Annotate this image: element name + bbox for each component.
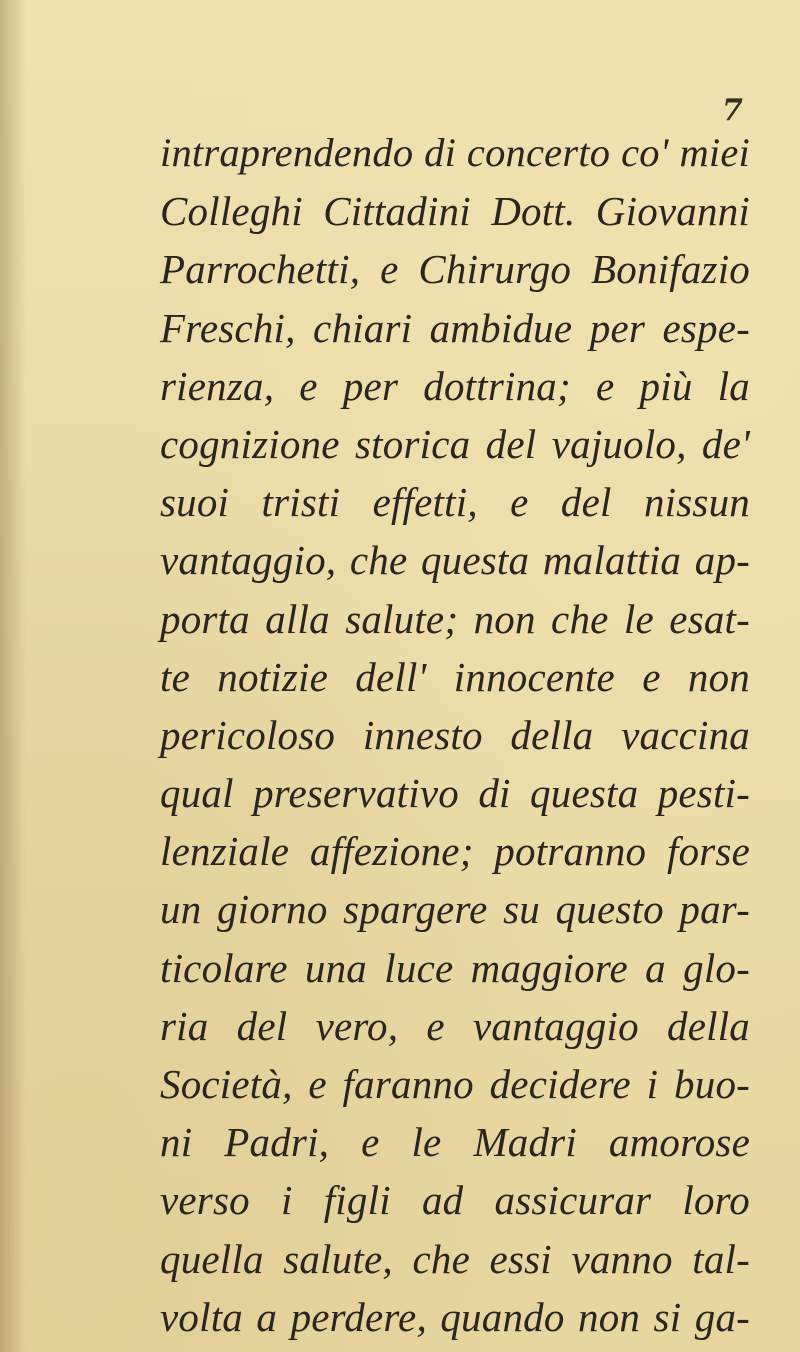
text-line: intraprendendo di concerto co' miei <box>160 130 750 175</box>
text-line: Società, e faranno decidere i buo- <box>160 1061 750 1107</box>
text-line: Colleghi Cittadini Dott. Giovanni <box>160 188 750 235</box>
text-line: Freschi, chiari ambidue per espe- <box>160 304 750 351</box>
text-line: ni Padri, e le Madri amorose <box>160 1119 750 1166</box>
text-line: verso i figli ad assicurar loro <box>160 1177 750 1224</box>
text-line: porta alla salute; non che le esat- <box>160 595 750 642</box>
text-line: lenziale affezione; potranno forse <box>160 828 750 875</box>
text-line: un giorno spargere su questo par- <box>160 886 750 933</box>
text-line: quella salute, che essi vanno tal- <box>160 1235 750 1282</box>
page-fold-shadow <box>0 0 26 1352</box>
text-line: rienza, e per dottrina; e più la <box>160 362 750 409</box>
text-line: qual preservativo di questa pesti- <box>160 770 750 817</box>
page-number: 7 <box>722 93 743 128</box>
text-line: volta a perdere, quando non si ga- <box>160 1293 750 1340</box>
text-line: Parrochetti, e Chirurgo Bonifazio <box>160 246 750 293</box>
text-line: vantaggio, che questa malattia ap- <box>160 537 750 584</box>
text-line: pericoloso innesto della vaccina <box>160 711 750 758</box>
text-line: suoi tristi effetti, e del nissun <box>160 479 750 526</box>
text-line: ticolare una luce maggiore a glo- <box>160 944 750 991</box>
body-text <box>160 124 750 1346</box>
text-line: ria del vero, e vantaggio della <box>160 1002 750 1049</box>
text-line: cognizione storica del vajuolo, de' <box>160 420 750 467</box>
text-line: te notizie dell' innocente e non <box>160 653 750 700</box>
